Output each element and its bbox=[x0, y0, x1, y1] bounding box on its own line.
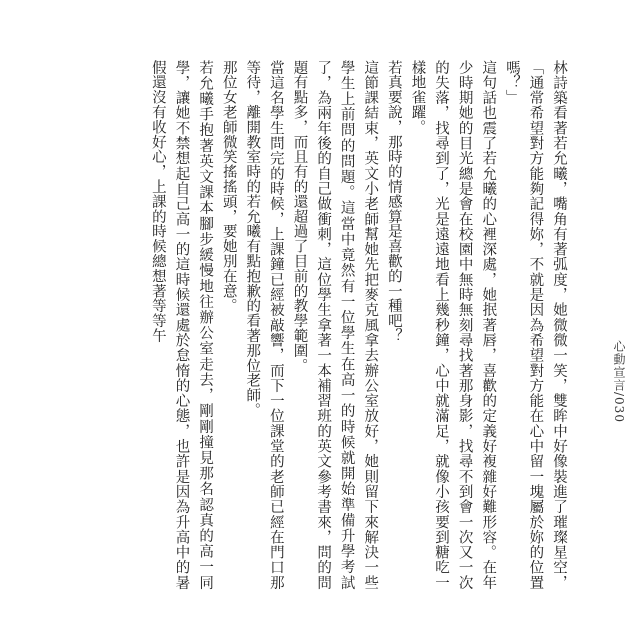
book-title: 心動宣言 bbox=[612, 340, 626, 392]
paragraph: 那位女老師微笑搖搖頭，要她別在意。 bbox=[220, 60, 237, 314]
paragraph: 這句話也震了若允曦的心裡深處，她抿著唇，喜歡的定義好複雜好難形容。在年少時期她的目光總是會在校園中無時無刻尋找著那身影，找尋不到會一次又一次的失落，找尋到了，光是遠遠地看上幾秒鐘，心中就滿足，就像小孩要到糖吃一樣地雀躍。 bbox=[409, 60, 497, 590]
running-header bbox=[611, 340, 628, 423]
paragraph: 若允曦手抱著英文課本腳步緩慢地往辦公室走去，剛剛撞見那名認真的高一同學，讓她不禁想起自己高一的這時候還處於怠惰的心態，也許是因為升高中的暑假還沒有收好心，上課的時候總想著等等午 bbox=[149, 60, 214, 590]
paragraph: 若真要說，那時的情感算是喜歡的一種吧？ bbox=[385, 60, 402, 344]
page-number: 030 bbox=[612, 397, 626, 423]
body-text bbox=[145, 60, 570, 590]
paragraph: 這節課結束，英文小老師幫她先把麥克風拿去辦公室放好，她則留下來解決一些學生上前問的問題。這當中竟然有一位學生在高一的時候就開始準備升學考試了，為兩年後的自己做衝刺，這位學生拿著一本補習班的英文參考書來，問的問題有點多，而且有的還超過了目前的教學範圍。 bbox=[291, 60, 379, 590]
paragraph: 林詩築看著若允曦，嘴角有著弧度，她微微一笑，雙眸中好像裝進了璀璨星空，「通常希望對方能夠記得妳，不就是因為希望對方能在心中留一塊屬於妳的位置嗎？」 bbox=[503, 60, 567, 590]
header-separator: / bbox=[612, 392, 626, 398]
paragraph: 當這名學生問完的時候，上課鐘已經被敲響，而下一位課堂的老師已經在門口那等待，離開教室時的若允曦有點抱歉的看著那位老師。 bbox=[244, 60, 284, 590]
